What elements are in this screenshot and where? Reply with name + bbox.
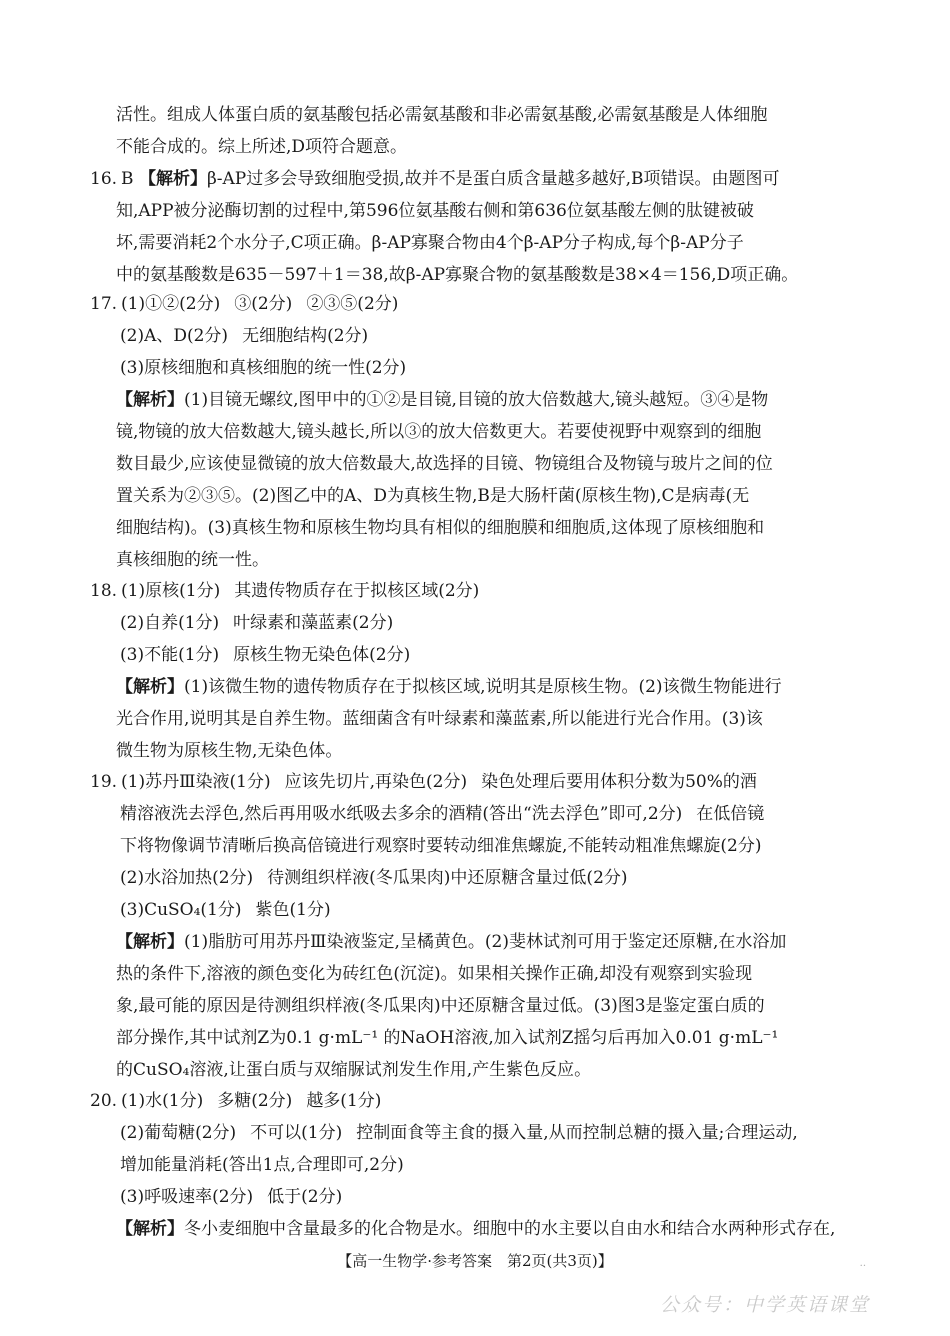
page-footer: 【高一生物学·参考答案 第2页(共3页)】 (337, 1252, 613, 1270)
text-segment: (1)该微生物的遗传物质存在于拟核区域,说明其是原核生物。(2)该微生物能进行 (184, 677, 782, 697)
text-segment: 多糖(2分) (217, 1091, 293, 1111)
text-line (120, 1150, 404, 1180)
text-line (120, 895, 331, 925)
text-segment: 精溶液洗去浮色,然后再用吸水纸吸去多余的酒精(答出“洗去浮色”即可,2分) (120, 804, 683, 824)
analysis-tag: 【解析】 (116, 390, 184, 410)
text-segment: 下将物像调节清晰后换高倍镜进行观察时要转动细准焦螺旋,不能转动粗准焦螺旋(2分) (120, 836, 762, 856)
text-line (116, 927, 786, 957)
text-line (116, 385, 768, 415)
text-segment: 活性。组成人体蛋白质的氨基酸包括必需氨基酸和非必需氨基酸,必需氨基酸是人体细胞 (116, 105, 768, 125)
text-line (90, 164, 780, 194)
text-segment: 增加能量消耗(答出1点,合理即可,2分) (120, 1155, 404, 1175)
corner-mark: .. (859, 1258, 866, 1269)
text-line (120, 831, 761, 861)
text-line (90, 1086, 381, 1116)
text-segment: (1)原核(1分) (121, 581, 221, 601)
text-segment: (1)水(1分) (121, 1091, 204, 1111)
text-line (116, 481, 749, 511)
text-line (116, 417, 761, 447)
text-segment: (1)苏丹Ⅲ染液(1分) (121, 772, 271, 792)
text-segment: 待测组织样液(冬瓜果肉)中还原糖含量过低(2分) (267, 868, 628, 888)
text-segment: 真核细胞的统一性。 (116, 550, 269, 570)
text-segment: 低于(2分) (267, 1187, 343, 1207)
analysis-tag: 【解析】 (138, 169, 207, 189)
text-line (120, 608, 393, 638)
text-segment: 置关系为②③⑤。(2)图乙中的A、D为真核生物,B是大肠杆菌(原核生物),C是病毒(无 (116, 486, 750, 506)
text-line (116, 1214, 835, 1244)
text-segment: (1)目镜无螺纹,图甲中的①②是目镜,目镜的放大倍数越大,镜头越短。③④是物 (184, 390, 769, 410)
text-line (116, 991, 765, 1021)
text-segment: 不能合成的。综上所述,D项符合题意。 (116, 137, 408, 157)
text-segment: (3)CuSO₄(1分) (120, 900, 242, 920)
text-segment: 原核生物无染色体(2分) (233, 645, 411, 665)
text-segment: 细胞结构)。(3)真核生物和原核生物均具有相似的细胞膜和细胞质,这体现了原核细胞和 (116, 518, 765, 538)
text-segment: (2)水浴加热(2分) (120, 868, 254, 888)
text-segment: 数目最少,应该使显微镜的放大倍数最大,故选择的目镜、物镜组合及物镜与玻片之间的位 (116, 454, 773, 474)
text-line (116, 513, 764, 543)
text-segment: 部分操作,其中试剂Z为0.1 g·mL⁻¹ 的NaOH溶液,加入试剂Z摇匀后再加入0.01 g·mL⁻¹ (116, 1028, 779, 1048)
text-line (120, 799, 764, 829)
text-segment: (1)脂肪可用苏丹Ⅲ染液鉴定,呈橘黄色。(2)斐林试剂可用于鉴定还原糖,在水浴加 (184, 932, 787, 952)
text-segment: (1)①②(2分) (121, 294, 221, 314)
text-line (116, 100, 767, 130)
text-line (116, 196, 754, 226)
text-segment: 坏,需要消耗2个水分子,C项正确。β-AP寡聚合物由4个β-AP分子构成,每个β-AP分子 (116, 233, 744, 253)
text-segment: β-AP过多会导致细胞受损,故并不是蛋白质含量越多越好,B项错误。由题图可 (206, 169, 780, 189)
text-segment: 冬小麦细胞中含量最多的化合物是水。细胞中的水主要以自由水和结合水两种形式存在, (184, 1219, 836, 1239)
text-segment: (2)A、D(2分) (120, 326, 229, 346)
text-line (116, 449, 773, 479)
text-segment: 在低倍镜 (696, 804, 765, 824)
text-segment: 染色处理后要用体积分数为50%的酒 (481, 772, 757, 792)
text-line (120, 640, 410, 670)
analysis-tag: 【解析】 (116, 932, 184, 952)
text-line (116, 1023, 778, 1053)
text-segment: 应该先切片,再染色(2分) (284, 772, 468, 792)
text-segment: 中的氨基酸数是635－597＋1＝38,故β-AP寡聚合物的氨基酸数是38×4＝156,D项正确。 (116, 265, 799, 285)
question-number: 20. (90, 1091, 118, 1111)
text-segment: (3)不能(1分) (120, 645, 220, 665)
text-segment: (3)原核细胞和真核细胞的统一性(2分) (120, 358, 407, 378)
text-segment: 叶绿素和藻蓝素(2分) (233, 613, 394, 633)
text-line (116, 545, 269, 575)
text-line (90, 576, 479, 606)
text-segment: (2)葡萄糖(2分) (120, 1123, 237, 1143)
text-segment: 象,最可能的原因是待测组织样液(冬瓜果肉)中还原糖含量过低。(3)图3是鉴定蛋白质的 (116, 996, 765, 1016)
text-segment: 紫色(1分) (255, 900, 331, 920)
text-segment: 无细胞结构(2分) (242, 326, 369, 346)
text-segment: 其遗传物质存在于拟核区域(2分) (234, 581, 480, 601)
text-segment: 控制面食等主食的摄入量,从而控制总糖的摄入量;合理运动, (356, 1123, 798, 1143)
text-segment: 光合作用,说明其是自养生物。蓝细菌含有叶绿素和藻蓝素,所以能进行光合作用。(3)该 (116, 709, 763, 729)
text-line (116, 228, 744, 258)
text-segment: B (121, 169, 139, 189)
watermark-text: 公众号：中学英语课堂 (659, 1294, 870, 1316)
question-number: 19. (90, 772, 118, 792)
analysis-tag: 【解析】 (116, 677, 184, 697)
text-segment: ③(2分) (234, 294, 293, 314)
text-line (120, 1118, 798, 1148)
question-number: 17. (90, 294, 118, 314)
text-line (116, 1055, 591, 1085)
text-segment: 微生物为原核生物,无染色体。 (116, 741, 343, 761)
text-segment: 越多(1分) (306, 1091, 382, 1111)
analysis-tag: 【解析】 (116, 1219, 184, 1239)
text-line (120, 863, 628, 893)
text-line (116, 736, 342, 766)
text-line (120, 353, 406, 383)
text-line (90, 767, 757, 797)
text-line (120, 321, 368, 351)
text-line (90, 289, 398, 319)
text-segment: (2)自养(1分) (120, 613, 220, 633)
text-segment: 知,APP被分泌酶切割的过程中,第596位氨基酸右侧和第636位氨基酸左侧的肽键被破 (116, 201, 754, 221)
text-segment: 热的条件下,溶液的颜色变化为砖红色(沉淀)。如果相关操作正确,却没有观察到实验现 (116, 964, 753, 984)
question-number: 16. (90, 169, 118, 189)
text-line (116, 132, 407, 162)
text-segment: 的CuSO₄溶液,让蛋白质与双缩脲试剂发生作用,产生紫色反应。 (116, 1060, 592, 1080)
text-line (116, 959, 752, 989)
text-line (116, 704, 763, 734)
text-segment: 镜,物镜的放大倍数越大,镜头越长,所以③的放大倍数更大。若要使视野中观察到的细胞 (116, 422, 762, 442)
text-segment: ②③⑤(2分) (306, 294, 399, 314)
text-line (116, 260, 798, 290)
text-line (120, 1182, 342, 1212)
text-line (116, 672, 782, 702)
text-segment: 不可以(1分) (250, 1123, 343, 1143)
question-number: 18. (90, 581, 118, 601)
text-segment: (3)呼吸速率(2分) (120, 1187, 254, 1207)
